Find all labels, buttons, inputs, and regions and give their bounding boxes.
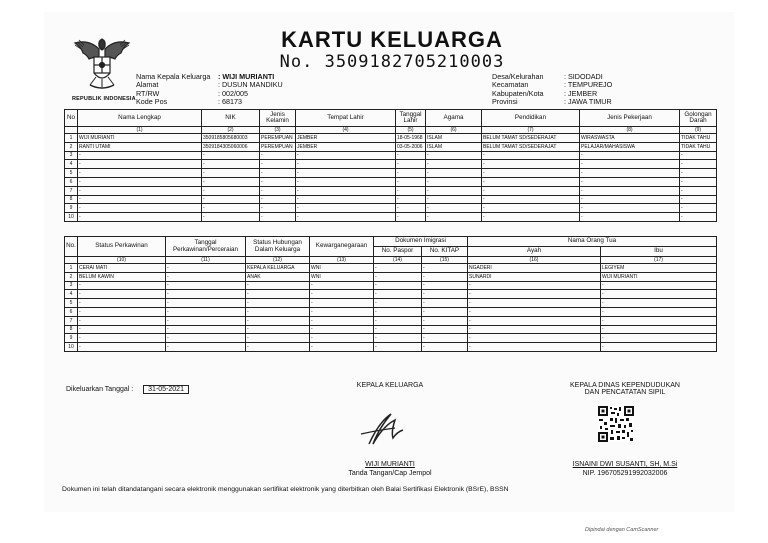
issued-date-row [66, 385, 189, 394]
table-cell: 8 [65, 325, 78, 334]
dinas-title-line2: DAN PENCATATAN SIPIL [584, 389, 666, 396]
column-number: (12) [246, 257, 310, 264]
table-cell: - [396, 177, 426, 186]
table-cell: - [468, 343, 601, 352]
table-row [65, 186, 717, 195]
table-cell: 3 [65, 281, 78, 290]
table-cell: 8 [65, 195, 78, 204]
table-cell: - [246, 307, 310, 316]
table-cell: 3509184305060006 [202, 142, 260, 151]
info-value: : 68173 [218, 96, 242, 106]
table-cell: 9 [65, 334, 78, 343]
table-cell: - [246, 290, 310, 299]
col-header: Jenis Kelamin [260, 110, 296, 127]
electronic-signature-note: Dokumen ini telah ditandatangani secara elektronik menggunakan sertifikat elektronik yang diterbitkan oleh Balai Sertifikasi Elektronik (BSrE), BSSN [62, 486, 509, 493]
table-cell: BELUM TAMAT SD/SEDERAJAT [482, 134, 580, 143]
table-cell: - [482, 204, 580, 213]
table-cell: - [296, 213, 396, 222]
column-number [65, 127, 78, 134]
table-cell: - [468, 281, 601, 290]
table-cell: LEGIYEM [601, 264, 717, 273]
column-number: (4) [296, 127, 396, 134]
table-cell: - [202, 177, 260, 186]
table-cell: WNI [310, 272, 374, 281]
table-cell: - [202, 213, 260, 222]
table-cell: - [78, 151, 202, 160]
table-cell: - [580, 186, 680, 195]
column-number: (7) [482, 127, 580, 134]
table-cell: - [482, 177, 580, 186]
column-number: (3) [260, 127, 296, 134]
table-cell: - [166, 299, 246, 308]
table-row [65, 290, 717, 299]
republic-label: REPUBLIK INDONESIA [72, 96, 136, 102]
table-cell: - [580, 177, 680, 186]
table-row [65, 334, 717, 343]
table-cell: - [580, 160, 680, 169]
table-cell: - [396, 169, 426, 178]
table-cell: 10 [65, 213, 78, 222]
table-cell: - [580, 195, 680, 204]
info-row [492, 98, 612, 106]
table-row [65, 160, 717, 169]
table-cell: 7 [65, 186, 78, 195]
col-header: Tanggal Perkawinan/Perceraian [166, 237, 246, 257]
table-cell: - [680, 204, 717, 213]
table-cell: - [310, 316, 374, 325]
table-cell: JEMBER [296, 142, 396, 151]
table-row [65, 204, 717, 213]
table-cell: SUNARDI [468, 272, 601, 281]
info-label: Alamat [136, 80, 159, 90]
table-cell: - [260, 160, 296, 169]
table-cell: - [202, 151, 260, 160]
table-cell: - [260, 195, 296, 204]
table-cell: - [260, 186, 296, 195]
table-cell: - [202, 169, 260, 178]
table-cell: TIDAK TAHU [680, 142, 717, 151]
col-header: Tempat Lahir [296, 110, 396, 127]
table-cell: 9 [65, 204, 78, 213]
table-row [65, 307, 717, 316]
table-cell: - [374, 343, 422, 352]
table-cell: - [296, 186, 396, 195]
table-row [65, 177, 717, 186]
table-cell: 5 [65, 299, 78, 308]
table-row [65, 343, 717, 352]
table-cell: - [166, 290, 246, 299]
table-cell: - [426, 177, 482, 186]
info-value: : SIDODADI [564, 72, 603, 81]
table-cell: - [260, 213, 296, 222]
table-cell: - [468, 299, 601, 308]
dinas-title [560, 382, 690, 396]
table-cell: - [374, 290, 422, 299]
family-status-table [64, 236, 717, 352]
table-cell: - [78, 213, 202, 222]
table-row [65, 264, 717, 273]
table-cell: - [166, 307, 246, 316]
table-cell: - [78, 290, 166, 299]
info-label: Kecamatan [492, 80, 529, 90]
table-cell: PEREMPUAN [260, 142, 296, 151]
table-cell: - [296, 177, 396, 186]
col-header: No. KITAP [422, 247, 468, 257]
table-cell: 2 [65, 272, 78, 281]
table-cell: - [422, 316, 468, 325]
info-label: Provinsi [492, 96, 518, 106]
info-label: Kode Pos [136, 96, 168, 106]
table-cell: - [601, 307, 717, 316]
col-header: Ayah [468, 247, 601, 257]
kk-number: No. 3509182705210003 [279, 52, 505, 72]
signature-icon [355, 408, 405, 454]
table-cell: - [374, 307, 422, 316]
table-cell: - [260, 169, 296, 178]
table-cell: - [202, 160, 260, 169]
table-cell: - [310, 334, 374, 343]
table-cell: - [396, 151, 426, 160]
table-cell: - [426, 213, 482, 222]
table-cell: - [680, 169, 717, 178]
table-cell: - [166, 343, 246, 352]
table-cell: - [166, 325, 246, 334]
table-cell: - [422, 281, 468, 290]
table-cell: - [78, 169, 202, 178]
table-cell: NGADERI [468, 264, 601, 273]
col-header: Ibu [601, 247, 717, 257]
kepala-keluarga-title: KEPALA KELUARGA [356, 382, 424, 389]
table-cell: - [580, 213, 680, 222]
table-cell: - [246, 281, 310, 290]
column-number: (10) [78, 257, 166, 264]
table-cell: - [426, 195, 482, 204]
signature-caption: Tanda Tangan/Cap Jempol [348, 470, 432, 477]
table-row [65, 142, 717, 151]
table-cell: - [246, 299, 310, 308]
table-cell: - [601, 281, 717, 290]
info-right [492, 73, 612, 106]
table-cell: 5 [65, 169, 78, 178]
info-value: : JEMBER [564, 88, 598, 98]
table-cell: - [422, 272, 468, 281]
table-cell: - [422, 264, 468, 273]
table-cell: - [166, 334, 246, 343]
table-cell: WIJI MURIANTI [78, 134, 202, 143]
table-cell: - [260, 204, 296, 213]
column-number: (11) [166, 257, 246, 264]
table-cell: - [580, 204, 680, 213]
column-number: (8) [580, 127, 680, 134]
table-row [65, 134, 717, 143]
table-cell: 6 [65, 307, 78, 316]
table-cell: - [422, 334, 468, 343]
column-number: (16) [468, 257, 601, 264]
dinas-official-name: ISNAINI DWI SUSANTI, SH, M.Si [572, 461, 678, 468]
table-row [65, 169, 717, 178]
column-number: (5) [396, 127, 426, 134]
col-header: Nama Orang Tua [468, 237, 717, 247]
qr-code-icon [598, 406, 634, 442]
table-cell: - [78, 204, 202, 213]
column-number: (14) [374, 257, 422, 264]
table-cell: 3509185805680003 [202, 134, 260, 143]
table-cell: - [374, 281, 422, 290]
document-title: KARTU KELUARGA [281, 27, 503, 52]
table-cell: - [482, 213, 580, 222]
table-cell: - [680, 151, 717, 160]
table-cell: WIRASWASTA [580, 134, 680, 143]
info-label: Kabupaten/Kota [492, 88, 544, 98]
table-cell: - [78, 299, 166, 308]
table-cell: - [310, 325, 374, 334]
table-cell: - [426, 169, 482, 178]
col-header: Status Perkawinan [78, 237, 166, 257]
table-cell: - [482, 195, 580, 204]
table-cell: - [468, 316, 601, 325]
table-cell: - [296, 195, 396, 204]
table-cell: 03-05-2006 [396, 142, 426, 151]
table-cell: 4 [65, 290, 78, 299]
table-cell: - [580, 151, 680, 160]
table-cell: - [426, 151, 482, 160]
table-cell: JEMBER [296, 134, 396, 143]
col-header: Status Hubungan Dalam Keluarga [246, 237, 310, 257]
table-cell: - [396, 195, 426, 204]
table-cell: - [601, 299, 717, 308]
table-cell: - [374, 299, 422, 308]
table-cell: - [482, 160, 580, 169]
table-cell: - [374, 334, 422, 343]
table-cell: WIJI MURIANTI [601, 272, 717, 281]
info-row [136, 98, 283, 106]
table-cell: - [426, 186, 482, 195]
column-number: (1) [78, 127, 202, 134]
table-cell: - [396, 160, 426, 169]
table-row [65, 272, 717, 281]
family-members-table [64, 109, 717, 222]
info-label: RT/RW [136, 88, 160, 98]
table-cell: - [580, 169, 680, 178]
col-header: No. Paspor [374, 247, 422, 257]
column-number: (13) [310, 257, 374, 264]
table-cell: - [296, 160, 396, 169]
table-cell: - [468, 334, 601, 343]
info-value: : JAWA TIMUR [564, 96, 612, 106]
table-cell: - [246, 343, 310, 352]
table-cell: - [246, 334, 310, 343]
column-number: (17) [601, 257, 717, 264]
table-row [65, 299, 717, 308]
table-cell: - [296, 169, 396, 178]
table-cell: BELUM TAMAT SD/SEDERAJAT [482, 142, 580, 151]
col-header: NIK [202, 110, 260, 127]
table-cell: - [166, 316, 246, 325]
col-header: Agama [426, 110, 482, 127]
table-cell: TIDAK TAHU [680, 134, 717, 143]
info-label: Desa/Kelurahan [492, 72, 544, 81]
table-cell: - [166, 272, 246, 281]
col-header: Golongan Darah [680, 110, 717, 127]
table-cell: 7 [65, 316, 78, 325]
table-cell: - [202, 195, 260, 204]
table-cell: - [78, 343, 166, 352]
table-cell: - [166, 281, 246, 290]
info-value: : 002/005 [218, 88, 248, 98]
table-cell: - [310, 281, 374, 290]
col-header: No. [65, 237, 78, 257]
table-cell: CERAI MATI [78, 264, 166, 273]
table-cell: - [310, 290, 374, 299]
table-cell: WNI [310, 264, 374, 273]
table-cell: - [78, 177, 202, 186]
table-cell: - [78, 334, 166, 343]
table-cell: - [422, 343, 468, 352]
table-cell: - [601, 316, 717, 325]
table-cell: - [310, 299, 374, 308]
table-cell: 2 [65, 142, 78, 151]
table-cell: - [78, 307, 166, 316]
table-cell: RANTI UTAMI [78, 142, 202, 151]
table-cell: - [680, 177, 717, 186]
table-cell: BELUM KAWIN [78, 272, 166, 281]
table-cell: - [78, 195, 202, 204]
scanner-watermark: Dipindai dengan CamScanner [585, 527, 659, 533]
table-cell: ISLAM [426, 134, 482, 143]
table-cell: PEREMPUAN [260, 134, 296, 143]
column-number [65, 257, 78, 264]
table-cell: - [374, 264, 422, 273]
table-cell: 3 [65, 151, 78, 160]
table-cell: - [396, 186, 426, 195]
table-cell: - [422, 325, 468, 334]
table-cell: - [680, 195, 717, 204]
table-cell: ISLAM [426, 142, 482, 151]
table-cell: - [374, 325, 422, 334]
table-cell: - [422, 290, 468, 299]
table-row [65, 151, 717, 160]
table-cell: - [202, 204, 260, 213]
table-cell: - [601, 343, 717, 352]
table-cell: - [422, 299, 468, 308]
issued-date: 31-05-2021 [143, 385, 189, 394]
table-cell: - [426, 204, 482, 213]
table-cell: ANAK [246, 272, 310, 281]
table-row [65, 316, 717, 325]
col-header: Jenis Pekerjaan [580, 110, 680, 127]
table-cell: - [260, 177, 296, 186]
kepala-keluarga-name: WIJI MURIANTI [365, 461, 415, 468]
table-cell: - [601, 290, 717, 299]
col-header: Kewarganegaraan [310, 237, 374, 257]
table-cell: - [78, 316, 166, 325]
table-cell: 4 [65, 160, 78, 169]
table-cell: 10 [65, 343, 78, 352]
table-cell: - [78, 186, 202, 195]
table-cell: - [482, 151, 580, 160]
table-cell: - [482, 186, 580, 195]
table-row [65, 195, 717, 204]
table-cell: - [601, 334, 717, 343]
dinas-title-line1: KEPALA DINAS KEPENDUDUKAN [570, 382, 680, 389]
table-cell: - [396, 204, 426, 213]
table-cell: - [260, 151, 296, 160]
table-cell: - [426, 160, 482, 169]
table-row [65, 213, 717, 222]
table-cell: - [246, 325, 310, 334]
table-cell: KEPALA KELUARGA [246, 264, 310, 273]
info-value: : TEMPUREJO [564, 80, 613, 90]
col-header: Dokumen Imigrasi [374, 237, 468, 247]
col-header: Pendidikan [482, 110, 580, 127]
table-cell: - [246, 316, 310, 325]
info-value: : DUSUN MANDIKU [218, 80, 283, 90]
table-cell: - [296, 204, 396, 213]
dinas-official-nip: NIP. 196705291992032006 [582, 470, 668, 477]
table-cell: PELAJAR/MAHASISWA [580, 142, 680, 151]
table-cell: - [78, 325, 166, 334]
table-cell: 6 [65, 177, 78, 186]
info-value: : WIJI MURIANTI [218, 72, 275, 81]
table-cell: - [680, 160, 717, 169]
table-cell: - [374, 272, 422, 281]
table-cell: - [310, 343, 374, 352]
table-cell: - [166, 264, 246, 273]
table-cell: - [680, 186, 717, 195]
table-cell: 1 [65, 264, 78, 273]
table-row [65, 325, 717, 334]
table-cell: - [468, 325, 601, 334]
column-number: (9) [680, 127, 717, 134]
table-cell: - [601, 325, 717, 334]
info-left [136, 73, 283, 106]
table-cell: - [422, 307, 468, 316]
col-header: Nama Lengkap [78, 110, 202, 127]
table-cell: 18-05-1968 [396, 134, 426, 143]
table-cell: 1 [65, 134, 78, 143]
table-cell: - [296, 151, 396, 160]
table-cell: - [468, 307, 601, 316]
column-number: (2) [202, 127, 260, 134]
table-cell: - [680, 213, 717, 222]
table-cell: - [78, 160, 202, 169]
table-cell: - [468, 290, 601, 299]
table-cell: - [202, 186, 260, 195]
table-cell: - [310, 307, 374, 316]
info-label: Nama Kepala Keluarga [136, 72, 211, 81]
table-cell: - [396, 213, 426, 222]
table-cell: - [482, 169, 580, 178]
column-number: (15) [422, 257, 468, 264]
col-header: No [65, 110, 78, 127]
table-cell: - [374, 316, 422, 325]
table-row [65, 281, 717, 290]
col-header: Tanggal Lahir [396, 110, 426, 127]
column-number: (6) [426, 127, 482, 134]
garuda-emblem-icon [70, 33, 134, 95]
issued-label: Dikeluarkan Tanggal : [66, 386, 134, 393]
table-cell: - [78, 281, 166, 290]
